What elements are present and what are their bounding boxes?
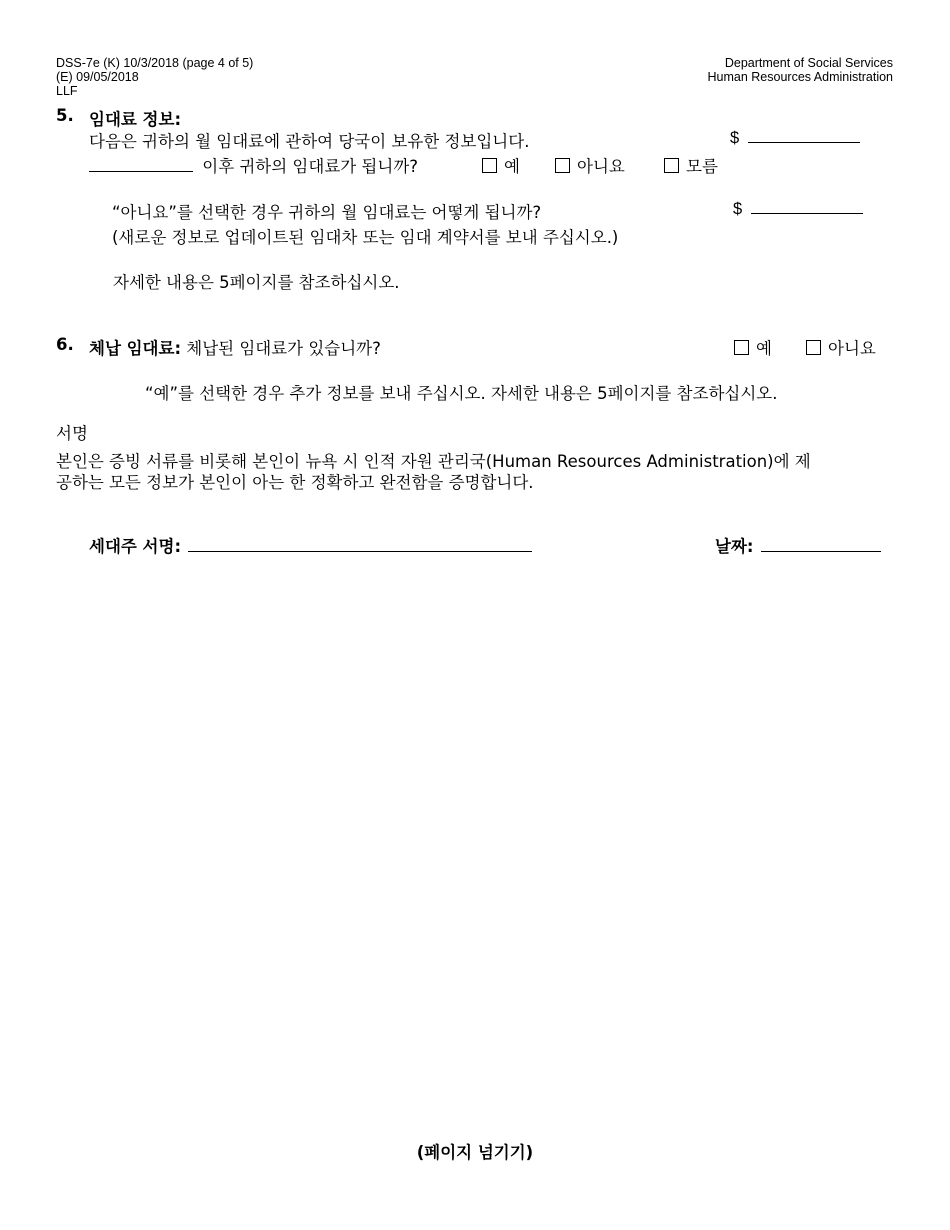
current-rent-blank[interactable] [748,128,860,143]
if-yes-note: “예”를 선택한 경우 추가 정보를 보내 주십시오. 자세한 내용은 5페이지를 참조하십시오. [145,384,778,403]
form-code: LLF [56,84,78,98]
no-checkbox[interactable] [555,158,570,173]
certification-line-2: 공하는 모든 정보가 본인이 아는 한 정확하고 완전함을 증명합니다. [56,473,534,492]
yes-label: 예 [756,339,772,358]
unknown-label: 모름 [686,157,718,176]
section-6-title: 체납 임대료: [89,339,182,358]
section-5-title: 임대료 정보: [89,110,182,129]
signature-blank[interactable] [188,537,532,552]
agency-block [708,56,894,84]
head-of-household-label: 세대주 서명: [89,537,182,556]
yes-label: 예 [504,157,520,176]
date-field[interactable] [715,533,881,557]
no-checkbox[interactable] [806,340,821,355]
if-no-question: “아니요”를 선택한 경우 귀하의 월 임대료는 어떻게 됩니까? [112,203,542,222]
form-date: (E) 09/05/2018 [56,70,139,84]
option-unknown-5[interactable] [664,153,718,177]
see-page-5-note: 자세한 내용은 5페이지를 참조하십시오. [113,273,400,292]
new-rent-blank[interactable] [751,199,863,214]
yes-checkbox[interactable] [482,158,497,173]
head-of-household-signature-field[interactable] [89,533,532,557]
department-name: Department of Social Services [724,56,893,70]
dollar-sign: $ [730,129,740,147]
form-id: DSS-7e (K) 10/3/2018 (page 4 of 5) [56,56,254,70]
unknown-checkbox[interactable] [664,158,679,173]
date-blank[interactable] [89,157,193,172]
current-rent-field[interactable] [730,128,860,148]
section-6-heading [89,335,381,359]
certification-line-1: 본인은 증빙 서류를 비롯해 본인이 뉴욕 시 인적 자원 관리국(Human Resources Administration)에 제 [56,452,811,471]
rent-question: 이후 귀하의 임대료가 됩니까? [202,157,419,176]
option-no-5[interactable] [555,153,625,177]
option-no-6[interactable] [806,335,876,359]
update-note: (새로운 정보로 업데이트된 임대차 또는 임대 계약서를 보내 주십시오.) [112,228,619,247]
option-yes-5[interactable] [482,153,520,177]
yes-checkbox[interactable] [734,340,749,355]
section-6-number: 6. [56,335,74,354]
turn-page-note: (페이지 넘기기) [416,1143,534,1162]
signature-heading: 서명 [56,424,88,443]
date-signature-blank[interactable] [761,537,881,552]
no-label: 아니요 [828,339,876,358]
section-5-number: 5. [56,106,74,125]
form-id-block [56,56,253,98]
section-5-intro: 다음은 귀하의 월 임대료에 관하여 당국이 보유한 정보입니다. [89,132,530,151]
administration-name: Human Resources Administration [707,70,893,84]
new-rent-field[interactable] [733,199,863,219]
dollar-sign: $ [733,200,743,218]
option-yes-6[interactable] [734,335,772,359]
date-label: 날짜: [715,537,754,556]
rent-question-row [89,153,418,177]
section-6-question: 체납된 임대료가 있습니까? [186,339,381,358]
no-label: 아니요 [577,157,625,176]
